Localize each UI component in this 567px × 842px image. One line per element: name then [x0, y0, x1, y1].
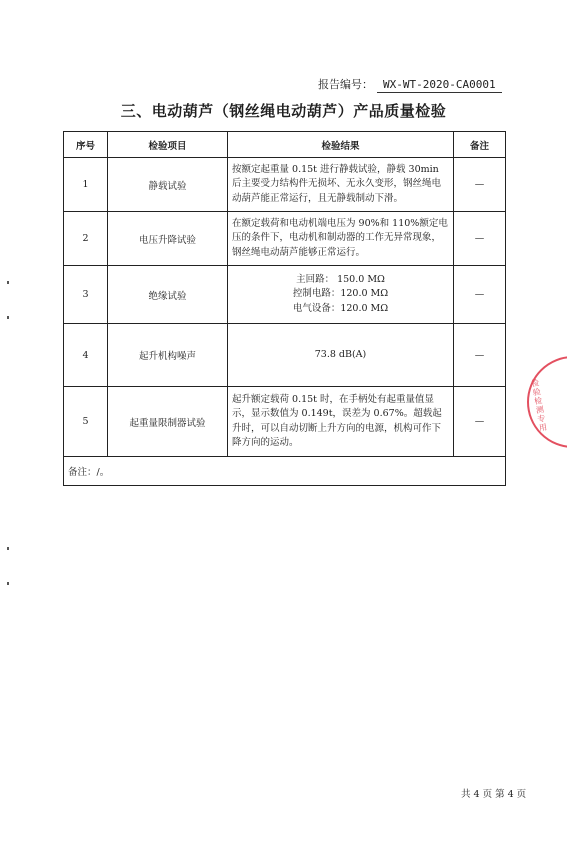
- row-remark: —: [454, 324, 506, 387]
- seal-text: 检验检测专用: [530, 378, 548, 433]
- row-no: 4: [64, 324, 108, 387]
- table-row: [64, 387, 506, 457]
- row-item: 静载试验: [108, 158, 228, 212]
- result-line-main-circuit: 主回路： 150.0 MΩ: [296, 273, 385, 285]
- report-number-value: WX-WT-2020-CA0001: [377, 78, 502, 93]
- report-number: [318, 76, 502, 93]
- row-item: 电压升降试验: [108, 212, 228, 266]
- row-remark: —: [454, 266, 506, 324]
- margin-mark: [7, 281, 9, 284]
- row-remark: —: [454, 158, 506, 212]
- row-result: 起升额定载荷 0.15t 时，在手柄处有起重量值显示，显示数值为 0.149t，误差为 0.67%。超载起升时，可以自动切断上升方向的电源，机构可作下降方向的运动。: [228, 387, 454, 457]
- row-no: 3: [64, 266, 108, 324]
- header-remark: 备注: [454, 132, 506, 158]
- results-table: [63, 131, 506, 486]
- table-row: [64, 324, 506, 387]
- header-item: 检验项目: [108, 132, 228, 158]
- header-result: 检验结果: [228, 132, 454, 158]
- header-no: 序号: [64, 132, 108, 158]
- margin-mark: [7, 582, 9, 585]
- row-remark: —: [454, 387, 506, 457]
- result-line-control-circuit: 控制电路：120.0 MΩ: [292, 288, 389, 300]
- page-title: 三、电动葫芦（钢丝绳电动葫芦）产品质量检验: [120, 102, 447, 120]
- report-number-label: 报告编号：: [318, 78, 373, 91]
- table-row: [64, 266, 506, 324]
- table-note-row: [64, 457, 506, 486]
- margin-mark: [7, 316, 9, 319]
- table-row: [64, 212, 506, 266]
- result-line-electrical-equipment: 电气设备：120.0 MΩ: [292, 302, 389, 314]
- table-row: [64, 158, 506, 212]
- row-no: 2: [64, 212, 108, 266]
- row-result: 按额定起重量 0.15t 进行静载试验，静载 30min 后主要受力结构件无损坏、无永久变形，钢丝绳电动葫芦能正常运行，且无静载制动下滑。: [228, 158, 454, 212]
- row-remark: —: [454, 212, 506, 266]
- page-footer: 共 4 页 第 4 页: [461, 789, 527, 800]
- row-result: 73.8 dB(A): [228, 324, 454, 387]
- row-result: [228, 266, 454, 324]
- table-header-row: [64, 132, 506, 158]
- row-result: 在额定载荷和电动机端电压为 90%和 110%额定电压的条件下，电动机和制动器的工作无异常现象，钢丝绳电动葫芦能够正常运行。: [228, 212, 454, 266]
- margin-mark: [7, 547, 9, 550]
- row-no: 1: [64, 158, 108, 212]
- row-item: 绝缘试验: [108, 266, 228, 324]
- row-item: 起重量限制器试验: [108, 387, 228, 457]
- row-item: 起升机构噪声: [108, 324, 228, 387]
- row-no: 5: [64, 387, 108, 457]
- inspection-seal: [527, 356, 567, 452]
- table-note: 备注：/。: [64, 457, 506, 486]
